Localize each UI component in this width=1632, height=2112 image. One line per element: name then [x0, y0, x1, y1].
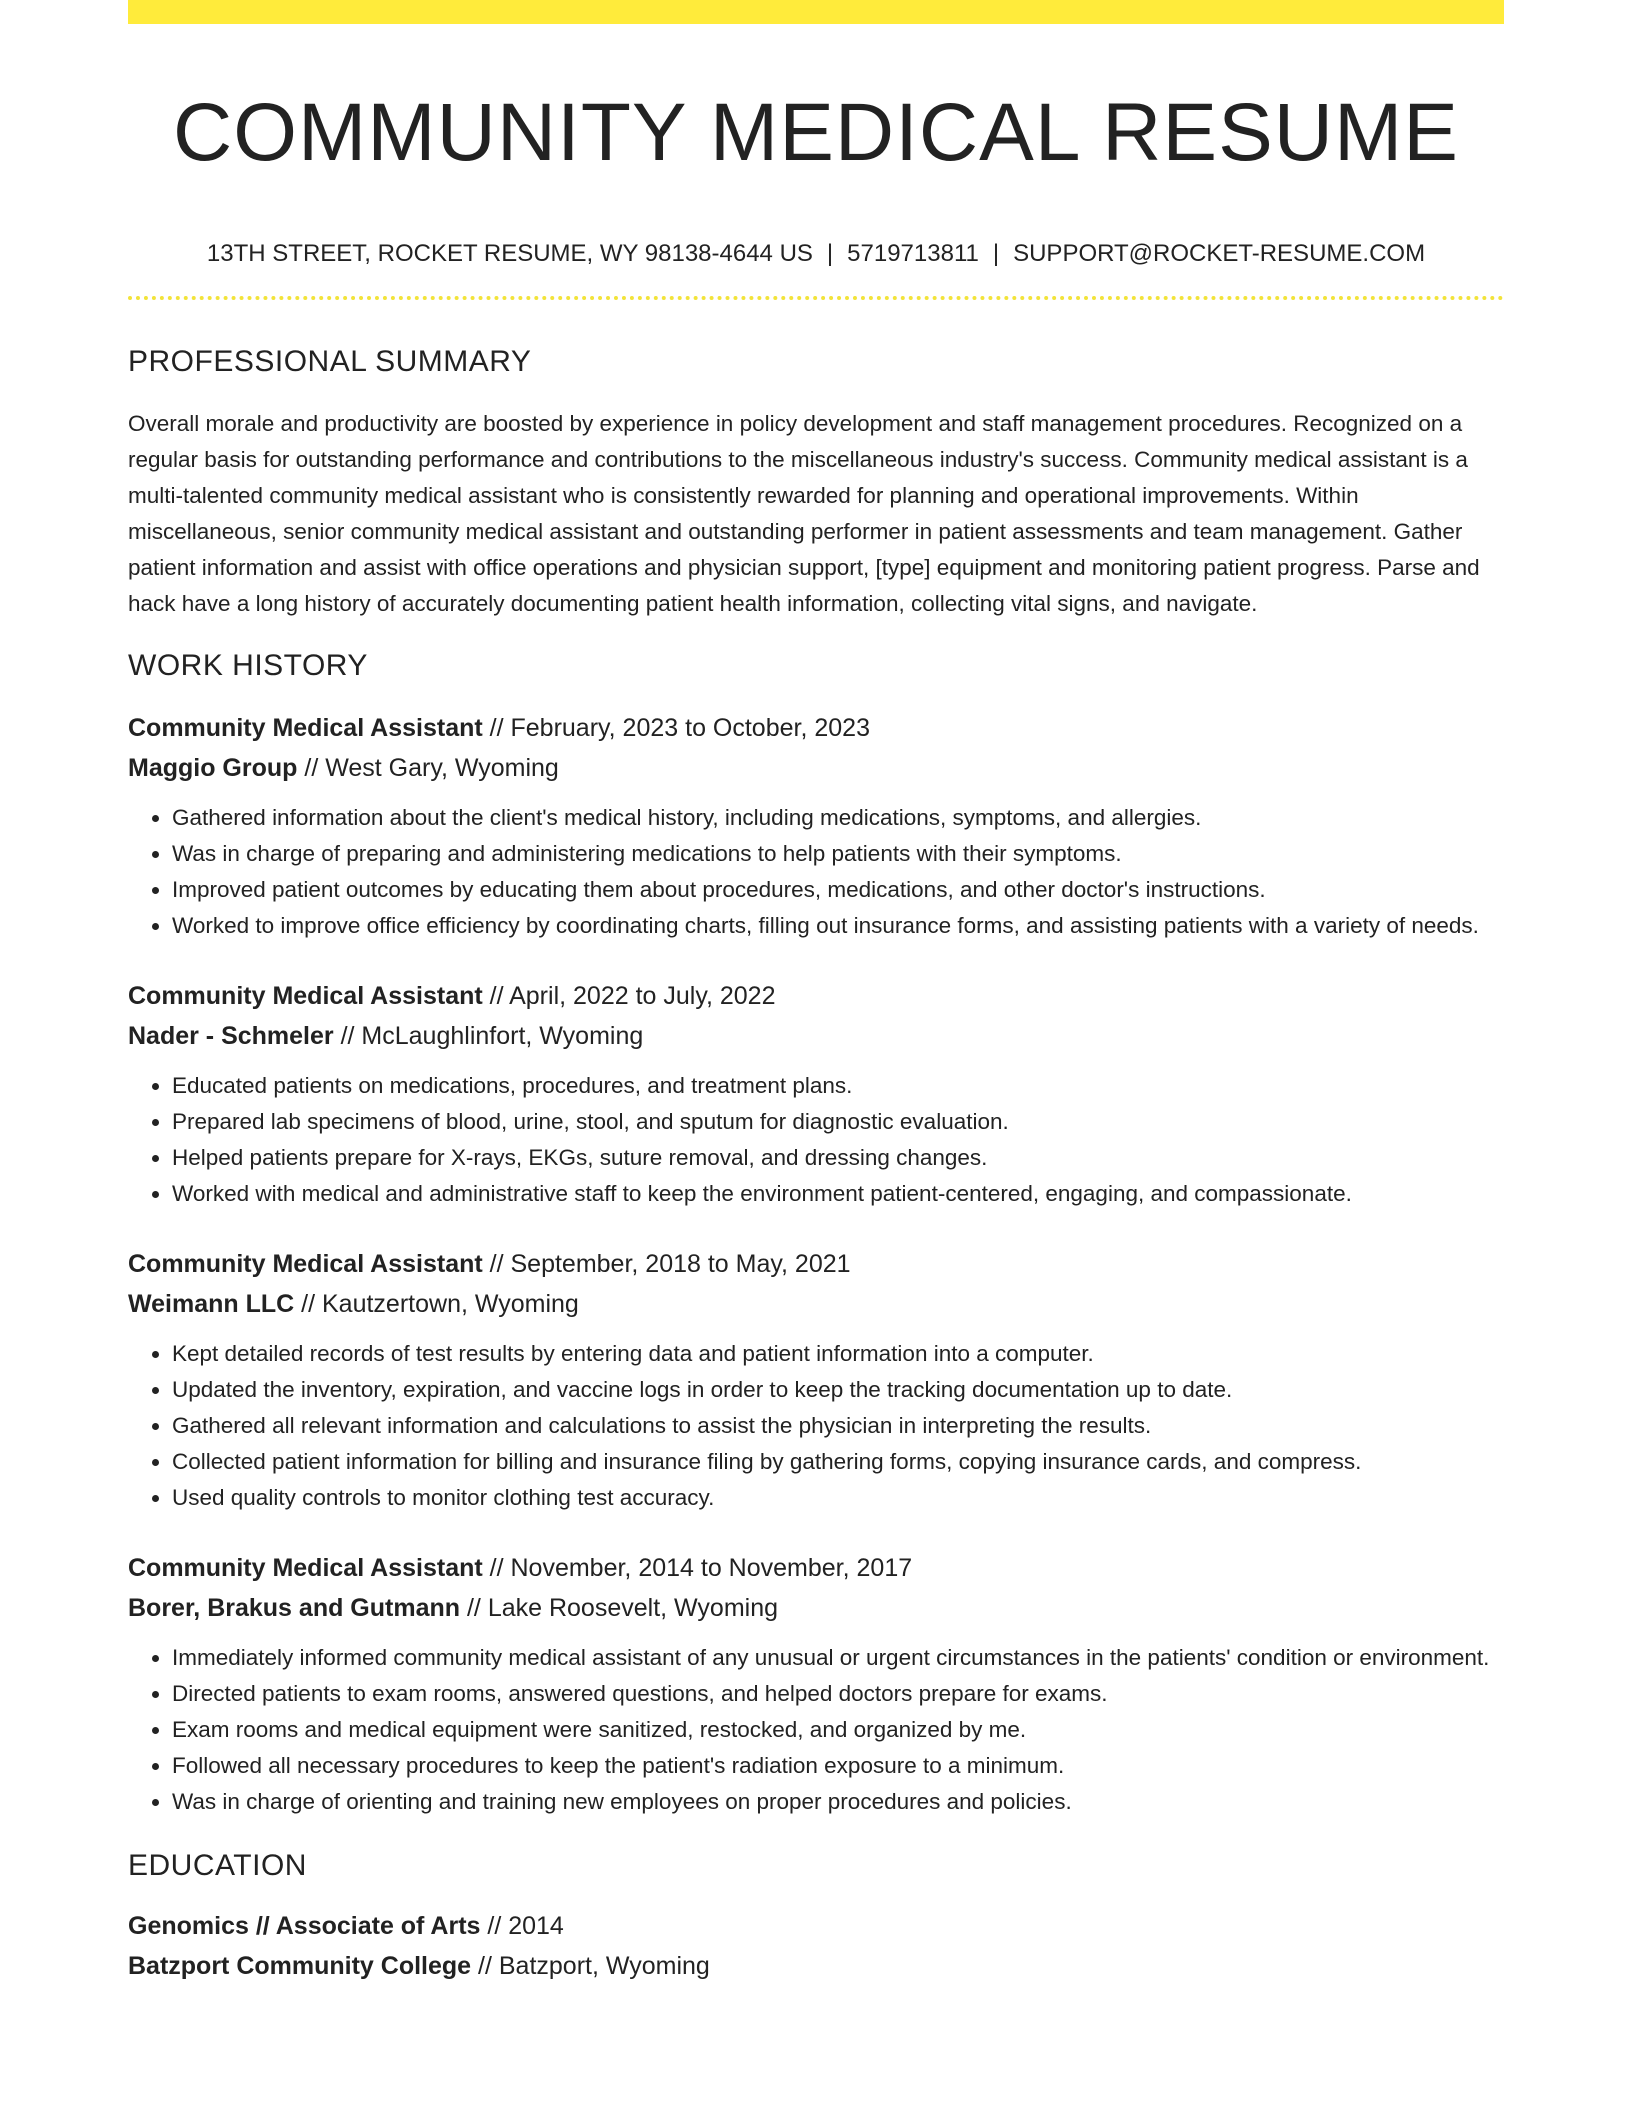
job-role: Community Medical Assistant: [128, 982, 483, 1011]
job-company-line: [128, 1284, 1504, 1324]
list-item: • Updated the inventory, expiration, and vaccine logs in order to keep the tracking documentation up to date.: [172, 1372, 1504, 1408]
address: 13TH STREET, ROCKET RESUME, WY 98138-4644 US: [206, 240, 813, 267]
list-item: • Immediately informed community medical assistant of any unusual or urgent circumstances in the patients' condition or environment.: [172, 1640, 1504, 1676]
job-entry: [128, 1244, 1504, 1516]
list-item: • Exam rooms and medical equipment were sanitized, restocked, and organized by me.: [172, 1712, 1504, 1748]
list-item: • Gathered all relevant information and calculations to assist the physician in interpreting the results.: [172, 1408, 1504, 1444]
list-item: • Improved patient outcomes by educating them about procedures, medications, and other doctor's instructions.: [172, 872, 1504, 908]
separator: |: [992, 240, 1000, 267]
job-location: // McLaughlinfort, Wyoming: [333, 1022, 644, 1051]
job-bullets: [128, 800, 1504, 944]
list-item: • Used quality controls to monitor clothing test accuracy.: [172, 1480, 1504, 1516]
contact-line: [128, 238, 1504, 269]
job-role: Community Medical Assistant: [128, 1250, 483, 1279]
job-role-line: [128, 976, 1504, 1016]
separator: |: [826, 240, 834, 267]
list-item: • Worked to improve office efficiency by coordinating charts, filling out insurance forms, and assisting patients with a variety of needs.: [172, 908, 1504, 944]
job-company: Weimann LLC: [128, 1290, 295, 1319]
school-name: Batzport Community College: [128, 1952, 472, 1981]
job-role-line: [128, 1244, 1504, 1284]
list-item: • Prepared lab specimens of blood, urine, stool, and sputum for diagnostic evaluation.: [172, 1104, 1504, 1140]
resume-page: [128, 0, 1504, 1986]
education-heading: EDUCATION: [128, 1849, 307, 1883]
list-item: • Kept detailed records of test results by entering data and patient information into a computer.: [172, 1336, 1504, 1372]
list-item: • Collected patient information for billing and insurance filing by gathering forms, copying insurance cards, and compress.: [172, 1444, 1504, 1480]
phone: 5719713811: [847, 240, 979, 267]
job-role: Community Medical Assistant: [128, 1554, 483, 1583]
job-company-line: [128, 1588, 1504, 1628]
school-line: [128, 1946, 1504, 1986]
job-bullets: [128, 1336, 1504, 1516]
accent-bar: [128, 0, 1504, 24]
degree-line: [128, 1906, 1504, 1946]
summary-heading: PROFESSIONAL SUMMARY: [128, 345, 532, 379]
job-role-line: [128, 1548, 1504, 1588]
job-entry: [128, 976, 1504, 1212]
job-dates: // November, 2014 to November, 2017: [482, 1554, 913, 1583]
summary-text: Overall morale and productivity are boosted by experience in policy development and staff management procedures. Recognized on a regular basis for outstanding performance and contributions to the miscellaneous industry's success. Community medical assistant is a multi-talented community medical assistant who is consistently rewarded for planning and operational improvements. Within miscellaneous, senior community medical assistant and outstanding performer in patient assessments and team management. Gather patient information and assist with office operations and physician support, [type] equipment and monitoring patient progress. Parse and hack have a long history of accurately documenting patient health information, collecting vital signs, and navigate.: [128, 411, 1480, 617]
dotted-divider: [128, 296, 1504, 300]
education-entry: [128, 1906, 1504, 1986]
list-item: • Worked with medical and administrative staff to keep the environment patient-centered, engaging, and compassionate.: [172, 1176, 1504, 1212]
job-company-line: [128, 748, 1504, 788]
degree: Genomics // Associate of Arts: [128, 1912, 481, 1941]
work-history-heading: WORK HISTORY: [128, 649, 368, 683]
job-location: // Kautzertown, Wyoming: [294, 1290, 579, 1319]
list-item: • Was in charge of orienting and training new employees on proper procedures and policies.: [172, 1784, 1504, 1820]
email: SUPPORT@ROCKET-RESUME.COM: [1013, 240, 1426, 267]
job-entry: [128, 708, 1504, 944]
list-item: • Was in charge of preparing and administering medications to help patients with their symptoms.: [172, 836, 1504, 872]
job-entry: [128, 1548, 1504, 1820]
resume-title: COMMUNITY MEDICAL RESUME: [173, 87, 1459, 178]
job-location: // West Gary, Wyoming: [297, 754, 559, 783]
list-item: • Helped patients prepare for X-rays, EKGs, suture removal, and dressing changes.: [172, 1140, 1504, 1176]
job-dates: // September, 2018 to May, 2021: [482, 1250, 851, 1279]
job-bullets: [128, 1640, 1504, 1820]
job-bullets: [128, 1068, 1504, 1212]
job-role: Community Medical Assistant: [128, 714, 483, 743]
job-location: // Lake Roosevelt, Wyoming: [460, 1594, 778, 1623]
school-location: // Batzport, Wyoming: [471, 1952, 710, 1981]
job-company: Nader - Schmeler: [128, 1022, 334, 1051]
job-company: Borer, Brakus and Gutmann: [128, 1594, 461, 1623]
list-item: • Gathered information about the client's medical history, including medications, symptoms, and allergies.: [172, 800, 1504, 836]
list-item: • Educated patients on medications, procedures, and treatment plans.: [172, 1068, 1504, 1104]
list-item: • Followed all necessary procedures to keep the patient's radiation exposure to a minimum.: [172, 1748, 1504, 1784]
job-dates: // April, 2022 to July, 2022: [482, 982, 776, 1011]
graduation-year: // 2014: [480, 1912, 564, 1941]
list-item: • Directed patients to exam rooms, answered questions, and helped doctors prepare for exams.: [172, 1676, 1504, 1712]
job-dates: // February, 2023 to October, 2023: [482, 714, 870, 743]
job-role-line: [128, 708, 1504, 748]
job-company-line: [128, 1016, 1504, 1056]
job-company: Maggio Group: [128, 754, 298, 783]
